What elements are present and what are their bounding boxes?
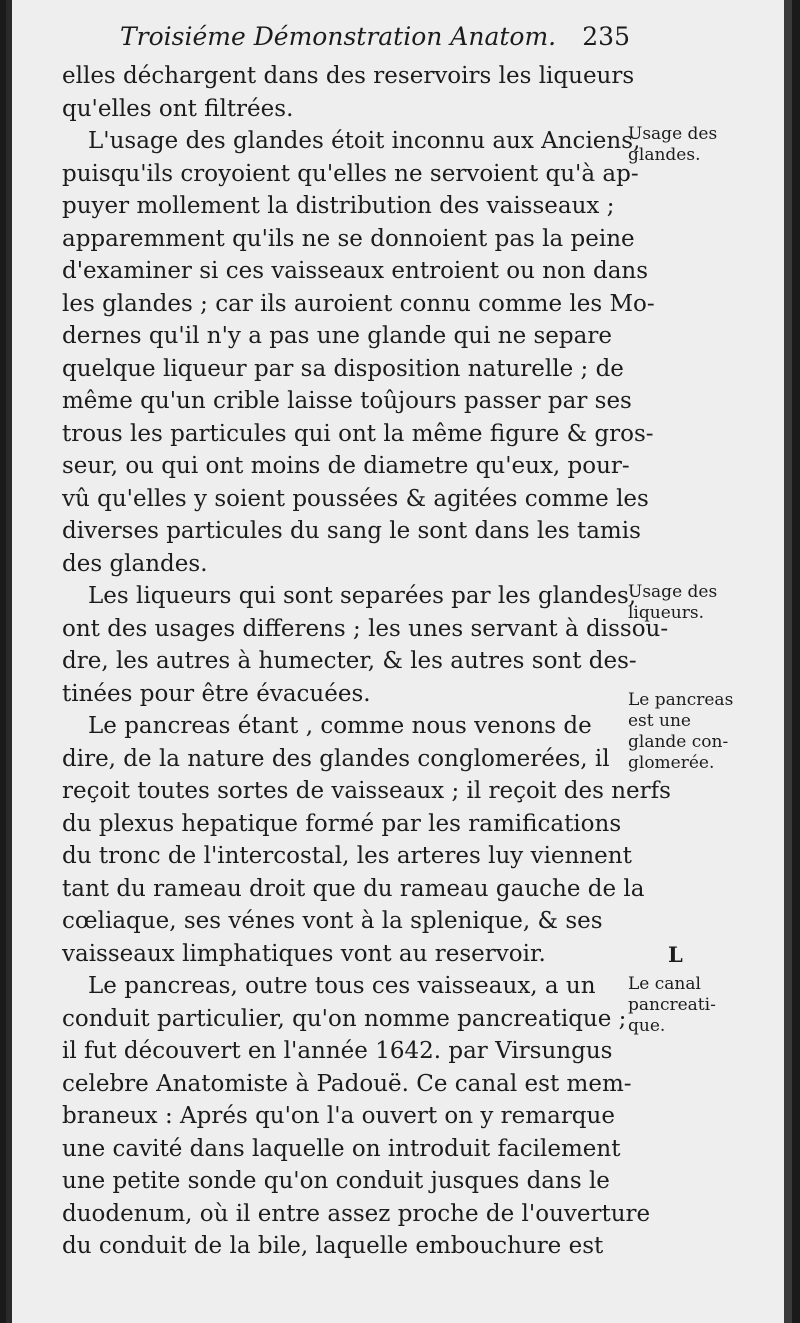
text-line: braneux : Aprés qu'on l'a ouvert on y remarque	[62, 1103, 615, 1129]
text-line: des glandes.	[62, 550, 208, 577]
text-line: reçoit toutes sortes de vaisseaux ; il reçoit des nerfs	[62, 778, 671, 804]
text-line: du tronc de l'intercostal, les arteres luy viennent	[62, 843, 632, 869]
text-line: même qu'un crible laisse toûjours passer par ses	[62, 388, 632, 414]
margin-note-pancreas: Le pancreas est une glande con- glomerée.	[628, 690, 734, 773]
text-line: duodenum, où il entre assez proche de l'ouverture	[62, 1200, 651, 1227]
page-number: 235	[582, 22, 630, 51]
text-line: dre, les autres à humecter, & les autres sont des-	[62, 648, 637, 674]
text-line: une petite sonde qu'on conduit jusques dans le	[62, 1168, 610, 1194]
text-line: diverses particules du sang le sont dans les tamis	[62, 518, 641, 544]
text-line: celebre Anatomiste à Padouë. Ce canal est mem-	[62, 1070, 632, 1097]
running-title: Troisiéme Démonstration Anatom.	[120, 22, 557, 51]
text-line: il fut découvert en l'année 1642. par Virsungus	[62, 1038, 613, 1064]
text-line: Les liqueurs qui sont separées par les glandes,	[88, 583, 637, 609]
text-line: une cavité dans laquelle on introduit facilement	[62, 1135, 621, 1162]
text-line: les glandes ; car ils auroient connu comme les Mo-	[62, 290, 655, 317]
page-right-edge	[784, 0, 792, 1323]
margin-note-canal-pancreatique: Le canal pancreati- que.	[628, 974, 716, 1036]
text-line: quelque liqueur par sa disposition naturelle ; de	[62, 355, 624, 382]
text-line: seur, ou qui ont moins de diametre qu'eux, pour-	[62, 453, 630, 479]
text-line: Le pancreas, outre tous ces vaisseaux, a un	[88, 973, 596, 999]
book-page	[6, 0, 792, 1323]
text-line: tinées pour être évacuées.	[62, 680, 371, 707]
text-line: ont des usages differens ; les unes servant à dissou-	[62, 615, 669, 642]
text-line: puyer mollement la distribution des vaisseaux ;	[62, 193, 615, 219]
margin-note-usage-liqueurs: Usage des liqueurs.	[628, 582, 718, 623]
text-line: du plexus hepatique formé par les ramifications	[62, 810, 622, 837]
text-line: dire, de la nature des glandes conglomerées, il	[62, 745, 610, 772]
text-line: cœliaque, ses vénes vont à la splenique, & ses	[62, 908, 603, 934]
text-line: du conduit de la bile, laquelle embouchure est	[62, 1233, 604, 1259]
text-line: puisqu'ils croyoient qu'elles ne servoient qu'à ap-	[62, 160, 639, 187]
text-line: trous les particules qui ont la même figure & gros-	[62, 420, 654, 447]
text-line: Le pancreas étant , comme nous venons de	[88, 713, 592, 739]
text-line: vaisseaux limphatiques vont au reservoir.	[62, 940, 546, 967]
text-line: d'examiner si ces vaisseaux entroient ou non dans	[62, 258, 649, 284]
margin-mark: L	[668, 942, 683, 967]
running-header	[120, 22, 630, 56]
text-line: tant du rameau droit que du rameau gauche de la	[62, 875, 645, 902]
text-line: conduit particulier, qu'on nomme pancreatique ;	[62, 1005, 627, 1032]
margin-note-usage-glandes: Usage des glandes.	[628, 124, 718, 165]
text-line: elles déchargent dans des reservoirs les liqueurs	[62, 63, 635, 89]
body-text	[62, 60, 671, 1263]
text-line: vû qu'elles y soient poussées & agitées comme les	[62, 485, 649, 512]
text-line: qu'elles ont filtrées.	[62, 95, 294, 122]
text-line: apparemment qu'ils ne se donnoient pas la peine	[62, 225, 635, 252]
page-left-edge	[6, 0, 12, 1323]
text-line: L'usage des glandes étoit inconnu aux Anciens,	[88, 128, 641, 154]
text-line: dernes qu'il n'y a pas une glande qui ne separe	[62, 323, 612, 349]
